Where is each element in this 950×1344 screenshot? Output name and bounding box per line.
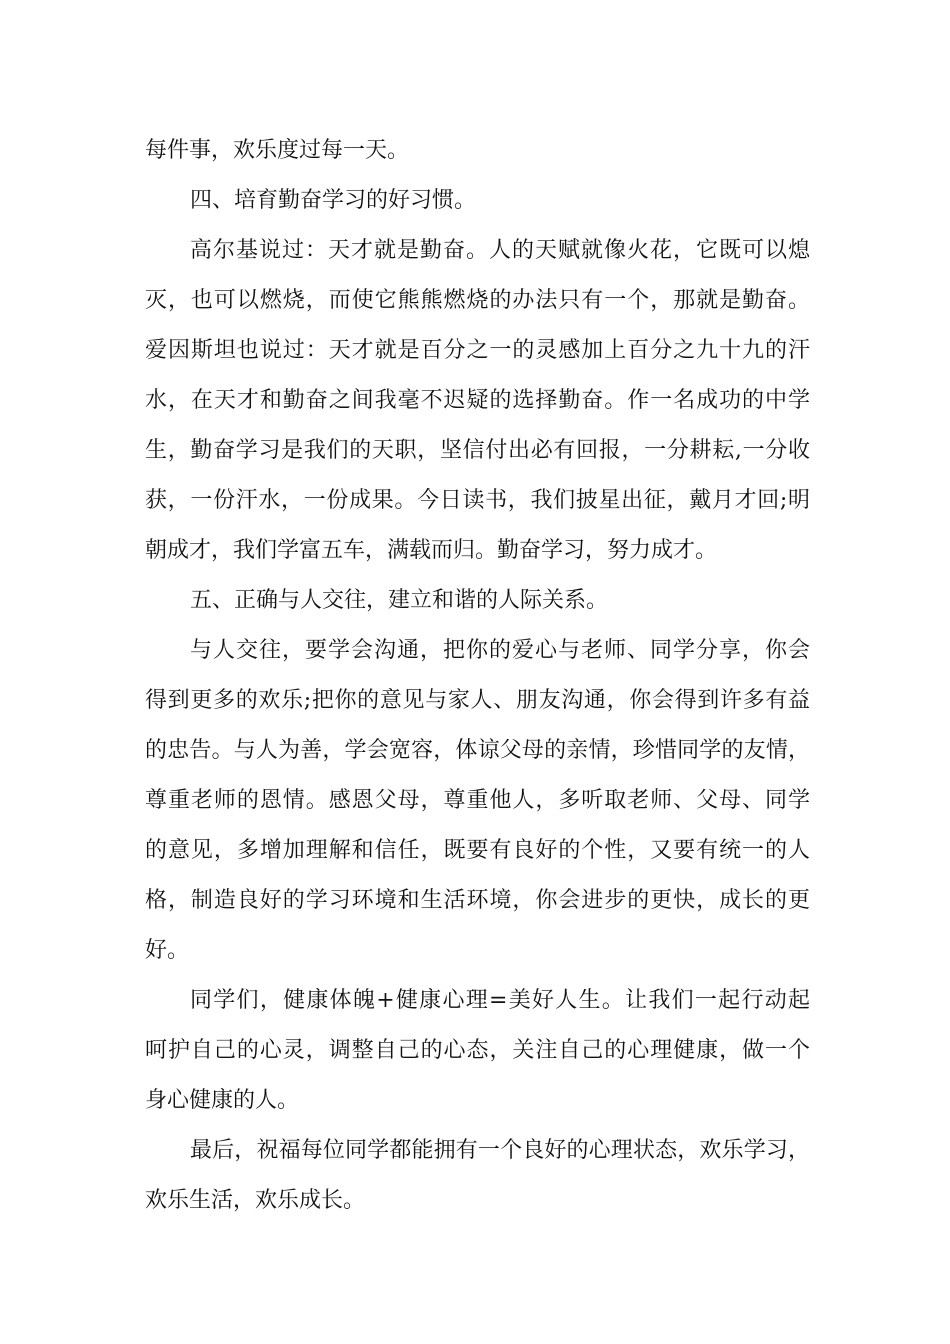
text-line: 灭，也可以燃烧，而使它熊熊燃烧的办法只有一个，那就是勤奋。 <box>145 288 810 313</box>
text-line: 与人交往，要学会沟通，把你的爱心与老师、同学分享，你会 <box>190 638 810 663</box>
paragraph-health <box>145 976 810 1126</box>
paragraph-continuation <box>145 126 810 176</box>
section-heading-five <box>145 576 810 626</box>
text-line: 欢乐生活，欢乐成长。 <box>145 1188 366 1213</box>
text-line: 的忠告。与人为善，学会宽容，体谅父母的亲情，珍惜同学的友情， <box>145 738 810 763</box>
text-line: 身心健康的人。 <box>145 1088 300 1113</box>
text-line: 朝成才，我们学富五车，满载而归。勤奋学习，努力成才。 <box>145 538 718 563</box>
text-line: 格，制造良好的学习环境和生活环境，你会进步的更快，成长的更 <box>145 888 810 913</box>
text-line: 获，一份汗水，一份成果。今日读书，我们披星出征，戴月才回;明 <box>145 488 810 513</box>
paragraph-diligence <box>145 226 810 576</box>
text-line: 最后，祝福每位同学都能拥有一个良好的心理状态，欢乐学习， <box>190 1138 810 1163</box>
text-line: 每件事，欢乐度过每一天。 <box>145 138 410 163</box>
text-line: 的意见，多增加理解和信任，既要有良好的个性，又要有统一的人 <box>145 838 810 863</box>
text-line: 高尔基说过：天才就是勤奋。人的天赋就像火花，它既可以熄 <box>190 238 810 263</box>
text-line: 爱因斯坦也说过：天才就是百分之一的灵感加上百分之九十九的汗 <box>145 338 810 363</box>
text-line: 水，在天才和勤奋之间我毫不迟疑的选择勤奋。作一名成功的中学 <box>145 388 810 413</box>
paragraph-relationships <box>145 626 810 976</box>
text-line: 呵护自己的心灵，调整自己的心态，关注自己的心理健康，做一个 <box>145 1038 810 1063</box>
text-line: 得到更多的欢乐;把你的意见与家人、朋友沟通，你会得到许多有益 <box>145 688 810 713</box>
section-heading-four <box>145 176 810 226</box>
text-line: 同学们，健康体魄+健康心理=美好人生。让我们一起行动起 <box>190 988 810 1013</box>
paragraph-closing <box>145 1126 810 1226</box>
text-line: 尊重老师的恩情。感恩父母，尊重他人，多听取老师、父母、同学 <box>145 788 810 813</box>
document-body <box>145 126 810 1226</box>
text-line: 生，勤奋学习是我们的天职，坚信付出必有回报，一分耕耘,一分收 <box>145 438 810 463</box>
heading-line: 四、培育勤奋学习的好习惯。 <box>190 188 477 213</box>
heading-line: 五、正确与人交往，建立和谐的人际关系。 <box>190 588 609 613</box>
text-line: 好。 <box>145 938 190 963</box>
